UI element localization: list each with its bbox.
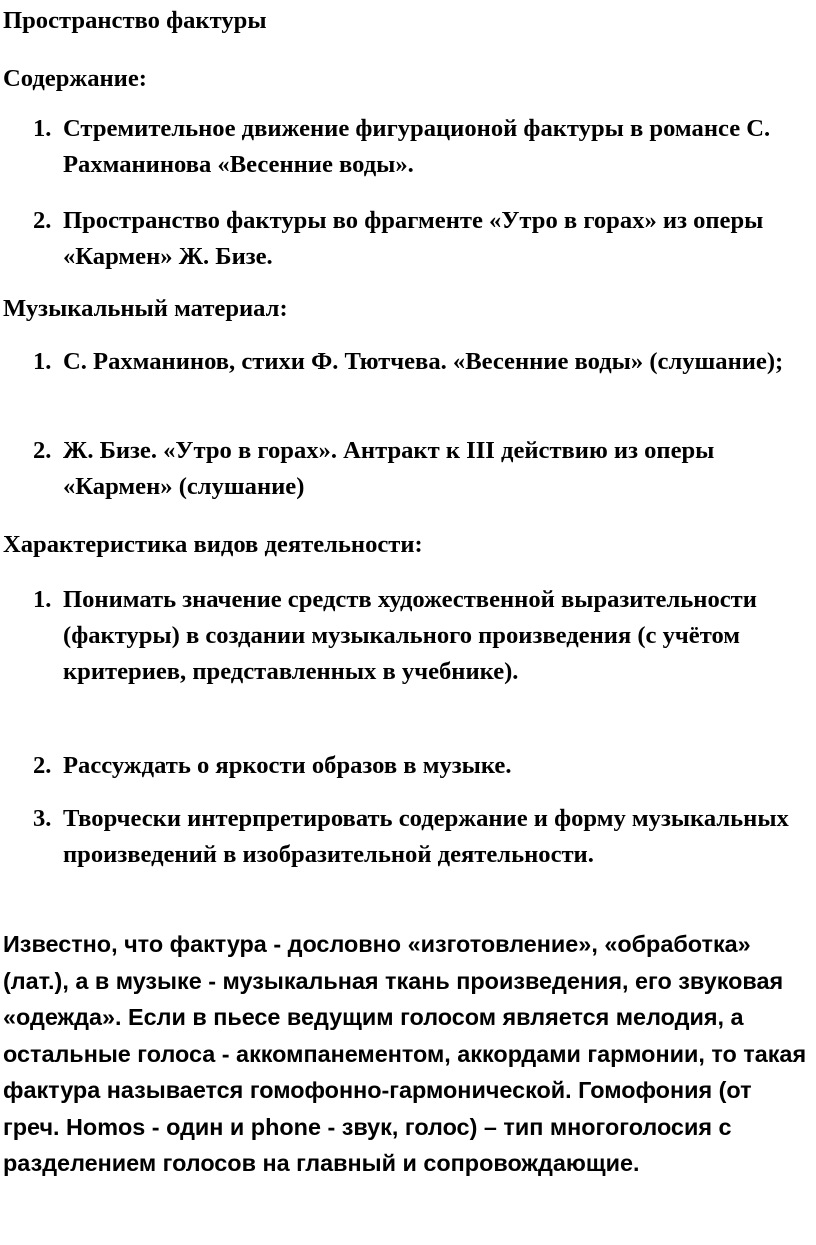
activities-item	[0, 801, 816, 873]
contents-item	[0, 111, 816, 203]
activities-heading: Характеристика видов деятельности:	[3, 531, 423, 558]
document-title: Пространство фактуры	[3, 7, 267, 34]
material-item	[0, 433, 816, 513]
material-list	[0, 344, 816, 513]
contents-heading: Содержание:	[3, 65, 147, 92]
contents-list	[0, 111, 816, 283]
list-item-text: С. Рахманинов, стихи Ф. Тютчева. «Весенние воды» (слушание);	[63, 348, 784, 375]
list-number: 3.	[33, 805, 52, 832]
activities-item	[0, 582, 816, 748]
list-item-text: Стремительное движение фигурационой фактуры в романсе С. Рахманинова «Весенние воды».	[63, 115, 771, 178]
list-item-text: Творчески интерпретировать содержание и форму музыкальных произведений в изобразительной деятельности.	[63, 805, 789, 868]
list-number: 2.	[33, 752, 52, 779]
activities-item	[0, 748, 816, 801]
list-number: 1.	[33, 115, 52, 142]
list-number: 1.	[33, 586, 52, 613]
list-item-text: Ж. Бизе. «Утро в горах». Антракт к III действию из оперы «Кармен» (слушание)	[63, 437, 715, 500]
material-heading: Музыкальный материал:	[3, 295, 288, 322]
list-number: 2.	[33, 207, 52, 234]
contents-item	[0, 203, 816, 283]
list-item-text: Рассуждать о яркости образов в музыке.	[63, 752, 512, 779]
body-paragraph: Известно, что фактура - дословно «изготовление», «обработка» (лат.), а в музыке - музыкальная ткань произведения, его звуковая «одежда». Если в пьесе ведущим голосом является мелодия, а остальные голоса - аккомпанементом, аккордами гармонии, то такая фактура называется гомофонно-гармонической. Гомофония (от греч. Homos - один и phone - звук, голос) – тип многоголосия с разделением голосов на главный и сопровождающие.	[3, 931, 807, 1176]
list-number: 2.	[33, 437, 52, 464]
list-number: 1.	[33, 348, 52, 375]
list-item-text: Понимать значение средств художественной выразительности (фактуры) в создании музыкального произведения (с учётом критериев, представленных в учебнике).	[63, 586, 757, 685]
list-item-text: Пространство фактуры во фрагменте «Утро в горах» из оперы «Кармен» Ж. Бизе.	[63, 207, 764, 270]
material-item	[0, 344, 816, 433]
activities-list	[0, 582, 816, 873]
